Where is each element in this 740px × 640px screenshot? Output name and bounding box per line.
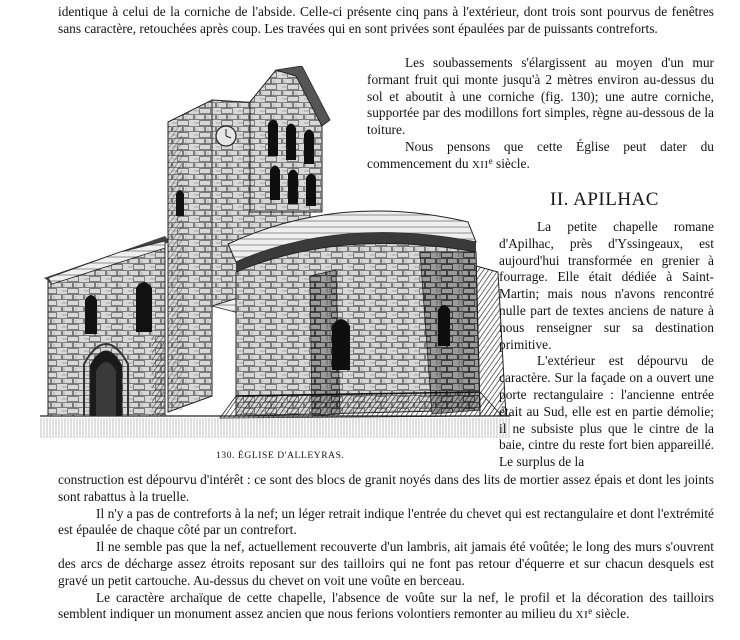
top-paragraph-block: [58, 4, 714, 38]
bottom-paragraph-4: Le caractère archaïque de cette chapelle, l'absence de voûte sur la nef, le profil et la décoration des tailloirs semblent indiquer un monument assez ancien que nous ferions volontiers remonter au milieu du XIe siècle.: [58, 589, 714, 622]
belfry-opening-2: [286, 124, 296, 161]
apse-window-2: [438, 305, 450, 346]
belfry-opening-3: [304, 130, 314, 165]
nave-window-2: [136, 282, 152, 332]
apse-window-1: [332, 319, 350, 370]
apilhac-paragraph-1: La petite chapelle romane d'Apilhac, près d'Yssingeaux, est aujourd'hui transformée en grenier à fourrage. Elle était dédiée à Saint-Martin; mais nous n'avons rencontré nulle part de textes anciens de nature à nous renseigner sur sa destination primitive.: [499, 219, 714, 352]
apilhac-column: [499, 219, 714, 471]
bottom-paragraph-1: construction est dépourvu d'intérêt : ce sont des blocs de granit noyés dans des lits de mortier assez épais et dont les joints sont rabattus à la truelle.: [58, 472, 714, 504]
belfry-opening-1: [268, 120, 278, 157]
top-paragraph-2: Les soubassements s'élargissent au moyen d'un mur formant fruit qui monte jusqu'à 2 mètres environ au-dessus du sol et aboutit à une corniche (fig. 130); une autre corniche, supportée par des modillons fort simples, règne au-dessous de la toiture.: [367, 55, 714, 138]
figure-caption: 130. ÉGLISE D'ALLEYRAS.: [216, 451, 345, 461]
bottom-text-block: [58, 472, 714, 624]
top-paragraph-3: Nous pensons que cette Église peut dater du commencement du XIIe siècle.: [367, 138, 714, 171]
bottom-paragraph-3: Il ne semble pas que la nef, actuellement recouverte d'un lambris, ait jamais été voûtée; le long des murs s'ouvrent des arcs de décharge assez étroits reposant sur des tailloirs qui ne font pas retour d'équerre et sur chacun desquels est gravé un petit cartouche. Au-dessus du chevet on voit une voûte en berceau.: [58, 539, 714, 588]
apilhac-paragraph-2: L'extérieur est dépourvu de caractère. Sur la façade on a ouvert une porte rectangulaire : l'ancienne entrée était au Sud, elle est en partie démolie; il ne subsiste plus que le cintre de la baie, cintre du reste fort bien appareillé. Le surplus de la: [499, 353, 714, 470]
church-engraving-figure: [40, 66, 510, 448]
nave-wall: [44, 236, 170, 416]
top-paragraph-1: identique à celui de la corniche de l'abside. Celle-ci présente cinq pans à l'extérieur, dont trois sont pourvus de fenêtres sans caractère, retouchées après coup. Les travées qui en sont privées sont épaulées par de puissants contreforts.: [58, 4, 714, 36]
ground: [40, 416, 510, 438]
nave-window-1: [85, 295, 97, 334]
apse: [220, 211, 506, 418]
bottom-paragraph-2: Il n'y a pas de contreforts à la nef; un léger retrait indique l'entrée du chevet qui est rectangulaire et dont l'extrémité est épaulée de chaque côté par un contrefort.: [58, 505, 714, 538]
section-title: II. APILHAC: [550, 189, 659, 210]
